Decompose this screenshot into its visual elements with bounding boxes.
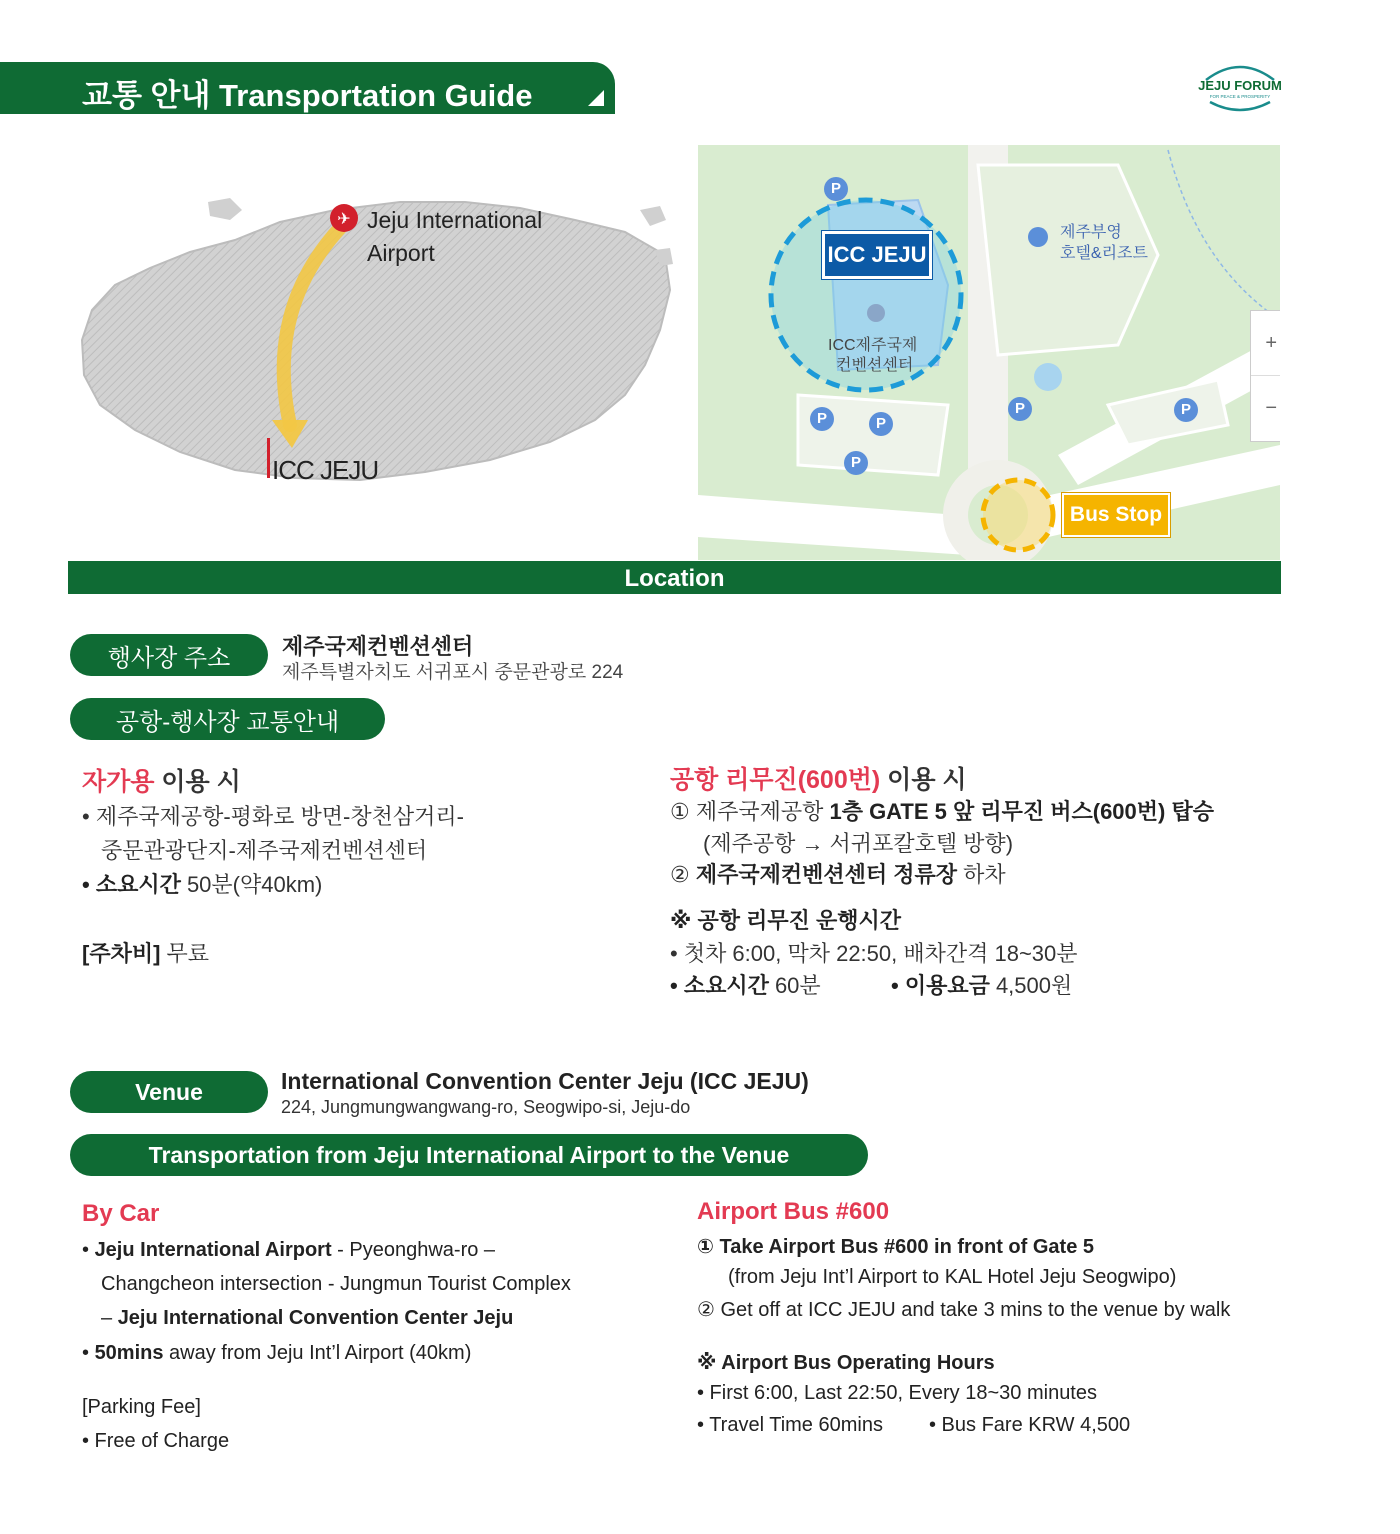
bus-time-en: • Travel Time 60mins: [697, 1414, 883, 1436]
bus-step2-kr: ② 제주국제컨벤션센터 정류장 하차: [670, 862, 1006, 887]
car-parking-title-en: [Parking Fee]: [82, 1396, 201, 1418]
parking-icon: P: [1008, 397, 1032, 421]
venue-address-en: 224, Jungmungwangwang-ro, Seogwipo-si, Jeju-do: [281, 1097, 691, 1117]
car-route-en-line2: Changcheon intersection - Jungmun Tourist Complex: [101, 1273, 571, 1295]
transport-pill-en: Transportation from Jeju International Airport to the Venue: [70, 1134, 868, 1176]
bus-fare-en: • Bus Fare KRW 4,500: [929, 1414, 1131, 1436]
car-route-en-line3: – Jeju International Convention Center Jeju: [101, 1307, 514, 1329]
logo-subtext: FOR PEACE & PROSPERITY: [1209, 94, 1271, 99]
corner-triangle-icon: [588, 90, 604, 106]
bus-hours-en: • First 6:00, Last 22:50, Every 18~30 minutes: [697, 1382, 1097, 1404]
bus-step1-sub-en: (from Jeju Int’l Airport to KAL Hotel Jeju Seogwipo): [728, 1266, 1177, 1288]
zoom-in-button[interactable]: +: [1251, 311, 1280, 376]
icc-jeju-map-logo: ICC JEJU: [272, 455, 379, 485]
parking-icon: P: [824, 177, 848, 201]
convention-label-line2: 컨벤션센터: [836, 357, 914, 374]
bus-hours-title-kr: ※ 공항 리무진 운행시간: [670, 908, 901, 933]
location-bar: Location: [68, 561, 1281, 594]
car-time-en: • 50mins away from Jeju Int’l Airport (40km): [82, 1342, 472, 1364]
parking-icon: P: [869, 412, 893, 436]
venue-name-en: International Convention Center Jeju (ICC JEJU): [281, 1068, 809, 1094]
zoom-control: [1250, 310, 1280, 442]
transport-pill-kr: 공항-행사장 교통안내: [70, 698, 385, 740]
bus-stop-circle: [983, 480, 1053, 550]
car-parking-kr: [주차비] 무료: [82, 941, 210, 966]
car-route-en-line1: • Jeju International Airport - Pyeonghwa-ro –: [82, 1239, 496, 1261]
logo-text: JEJU FORUM: [1198, 78, 1282, 93]
bus-fare-kr: • 이용요금 4,500원: [891, 973, 1073, 998]
bus-time-kr: • 소요시간 60분: [670, 973, 821, 998]
bus-stop-label: Bus Stop: [1062, 493, 1170, 537]
convention-label-line1: ICC제주국제: [828, 337, 918, 354]
local-map[interactable]: [698, 145, 1280, 560]
venue-pill-en: Venue: [70, 1071, 268, 1113]
bus-step1-kr: ① 제주국제공항 1층 GATE 5 앞 리무진 버스(600번) 탑승: [670, 799, 1214, 824]
parking-icon: P: [844, 451, 868, 475]
venue-address-pill-kr: 행사장 주소: [70, 634, 268, 676]
parking-icon: P: [1174, 398, 1198, 422]
venue-name-kr: 제주국제컨벤션센터: [282, 634, 474, 659]
car-title-en: By Car: [82, 1200, 160, 1227]
hotel-label-line2: 호텔&리조트: [1060, 245, 1148, 262]
car-time-kr: • 소요시간 50분(약40km): [82, 872, 323, 897]
parking-icon: P: [810, 407, 834, 431]
bus-hours-kr: • 첫차 6:00, 막차 22:50, 배차간격 18~30분: [670, 941, 1078, 966]
jeju-forum-logo: [1188, 58, 1292, 114]
venue-address-kr: 제주특별자치도 서귀포시 중문관광로 224: [282, 662, 624, 683]
bus-hours-title-en: ※ Airport Bus Operating Hours: [697, 1352, 995, 1374]
car-route-kr-line2: 중문관광단지-제주국제컨벤션센터: [101, 838, 428, 863]
hotel-label-line1: 제주부영: [1060, 224, 1122, 241]
page-title: 교통 안내 Transportation Guide: [82, 78, 533, 113]
car-title-kr: 자가용 이용 시: [82, 768, 241, 796]
car-parking-value-en: • Free of Charge: [82, 1430, 230, 1452]
bus-title-kr: 공항 리무진(600번) 이용 시: [670, 766, 967, 794]
airport-label-line1: Jeju International: [367, 207, 543, 233]
bus-step1-sub-kr: (제주공항 → 서귀포칼호텔 방향): [703, 831, 1014, 856]
bus-step2-en: ② Get off at ICC JEJU and take 3 mins to the venue by walk: [697, 1299, 1231, 1321]
zoom-out-button[interactable]: −: [1265, 397, 1277, 419]
bus-step1-en: ① Take Airport Bus #600 in front of Gate 5: [697, 1236, 1095, 1258]
icc-jeju-map-label: ICC JEJU: [822, 231, 932, 279]
car-route-kr-line1: • 제주국제공항-평화로 방면-창천삼거리-: [82, 804, 464, 829]
svg-text:✈: ✈: [337, 209, 351, 228]
bus-title-en: Airport Bus #600: [697, 1198, 890, 1225]
airport-label-line2: Airport: [367, 240, 435, 266]
